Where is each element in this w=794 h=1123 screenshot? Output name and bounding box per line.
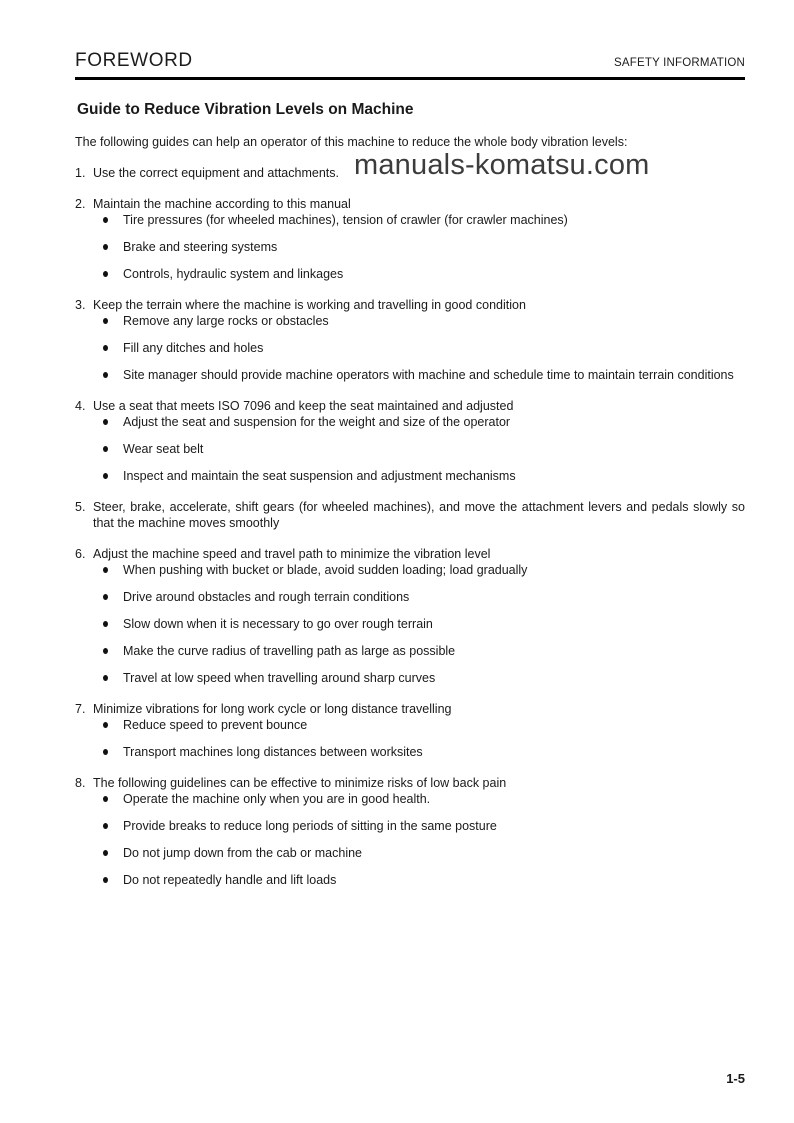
bullet-text: Provide breaks to reduce long periods of sitting in the same posture (123, 819, 497, 833)
bullet-dot-icon (103, 372, 108, 378)
bullet-dot-icon (103, 749, 108, 755)
bullet-dot-icon (103, 473, 108, 479)
list-item (75, 196, 745, 212)
list-item (75, 701, 745, 717)
bullet-text: Adjust the seat and suspension for the weight and size of the operator (123, 415, 511, 429)
bullet-text: Operate the machine only when you are in good health. (123, 792, 431, 806)
bullet-text: Make the curve radius of travelling path as large as possible (123, 644, 456, 658)
page-header (75, 0, 745, 80)
bullet-list-item (75, 212, 745, 228)
bullet-list-item (75, 441, 745, 457)
bullet-text: Travel at low speed when travelling around sharp curves (123, 671, 436, 685)
bullet-dot-icon (103, 648, 108, 654)
list-item (75, 499, 745, 531)
bullet-dot-icon (103, 271, 108, 277)
list-item (75, 775, 745, 791)
item-text: Steer, brake, accelerate, shift gears (for wheeled machines), and move the attachment levers and pedals slowly so that the machine moves smoothly (93, 500, 745, 530)
page-number: 1-5 (726, 1071, 745, 1086)
bullet-list-item (75, 643, 745, 659)
bullet-text: Fill any ditches and holes (123, 341, 264, 355)
item-text: Maintain the machine according to this manual (93, 197, 351, 211)
bullet-text: Slow down when it is necessary to go over rough terrain (123, 617, 433, 631)
bullet-dot-icon (103, 877, 108, 883)
bullet-list-item (75, 670, 745, 686)
bullet-list-item (75, 468, 745, 484)
bullet-text: Controls, hydraulic system and linkages (123, 267, 344, 281)
header-section-label: FOREWORD (75, 50, 193, 71)
item-number: 5. (75, 500, 86, 514)
page-content (75, 0, 745, 888)
item-number: 4. (75, 399, 86, 413)
item-text: Keep the terrain where the machine is working and travelling in good condition (93, 298, 526, 312)
bullet-list-item (75, 562, 745, 578)
bullet-dot-icon (103, 796, 108, 802)
item-text: Use a seat that meets ISO 7096 and keep the seat maintained and adjusted (93, 399, 514, 413)
bullet-list-item (75, 872, 745, 888)
watermark: manuals-komatsu.com (354, 149, 650, 181)
item-text: Use the correct equipment and attachments. (93, 166, 339, 180)
bullet-dot-icon (103, 567, 108, 573)
item-text: The following guidelines can be effective to minimize risks of low back pain (93, 776, 507, 790)
list-item (75, 398, 745, 414)
item-number: 7. (75, 702, 86, 716)
item-number: 2. (75, 197, 86, 211)
bullet-text: Transport machines long distances between worksites (123, 745, 423, 759)
item-text: Minimize vibrations for long work cycle or long distance travelling (93, 702, 452, 716)
bullet-dot-icon (103, 446, 108, 452)
bullet-text: Brake and steering systems (123, 240, 278, 254)
bullet-text: Tire pressures (for wheeled machines), tension of crawler (for crawler machines) (123, 213, 568, 227)
bullet-list-item (75, 313, 745, 329)
bullet-text: When pushing with bucket or blade, avoid sudden loading; load gradually (123, 563, 528, 577)
bullet-dot-icon (103, 244, 108, 250)
page-title: Guide to Reduce Vibration Levels on Machine (77, 101, 414, 118)
item-number: 3. (75, 298, 86, 312)
list-item (75, 546, 745, 562)
bullet-list-item (75, 589, 745, 605)
bullet-list-item (75, 616, 745, 632)
bullet-dot-icon (103, 345, 108, 351)
bullet-list-item (75, 818, 745, 834)
bullet-dot-icon (103, 675, 108, 681)
item-number: 6. (75, 547, 86, 561)
bullet-dot-icon (103, 722, 108, 728)
bullet-dot-icon (103, 419, 108, 425)
item-text: Adjust the machine speed and travel path to minimize the vibration level (93, 547, 491, 561)
bullet-text: Reduce speed to prevent bounce (123, 718, 308, 732)
bullet-list-item (75, 791, 745, 807)
bullet-list-item (75, 845, 745, 861)
bullet-text: Do not repeatedly handle and lift loads (123, 873, 337, 887)
header-chapter-label: SAFETY INFORMATION (614, 57, 745, 69)
bullet-list-item (75, 414, 745, 430)
bullet-list-item (75, 367, 745, 383)
guide-list (75, 165, 745, 888)
intro-text: The following guides can help an operator of this machine to reduce the whole body vibration levels: (75, 135, 628, 149)
item-number: 8. (75, 776, 86, 790)
bullet-list-item (75, 340, 745, 356)
bullet-text: Site manager should provide machine operators with machine and schedule time to maintain terrain conditions (123, 368, 734, 382)
bullet-dot-icon (103, 823, 108, 829)
bullet-list-item (75, 266, 745, 282)
bullet-text: Inspect and maintain the seat suspension and adjustment mechanisms (123, 469, 516, 483)
bullet-dot-icon (103, 850, 108, 856)
bullet-list-item (75, 239, 745, 255)
list-item (75, 297, 745, 313)
bullet-list-item (75, 717, 745, 733)
bullet-dot-icon (103, 621, 108, 627)
item-number: 1. (75, 166, 86, 180)
bullet-text: Do not jump down from the cab or machine (123, 846, 363, 860)
bullet-list-item (75, 744, 745, 760)
bullet-dot-icon (103, 594, 108, 600)
bullet-dot-icon (103, 318, 108, 324)
bullet-text: Remove any large rocks or obstacles (123, 314, 329, 328)
bullet-text: Drive around obstacles and rough terrain conditions (123, 590, 410, 604)
bullet-text: Wear seat belt (123, 442, 204, 456)
bullet-dot-icon (103, 217, 108, 223)
